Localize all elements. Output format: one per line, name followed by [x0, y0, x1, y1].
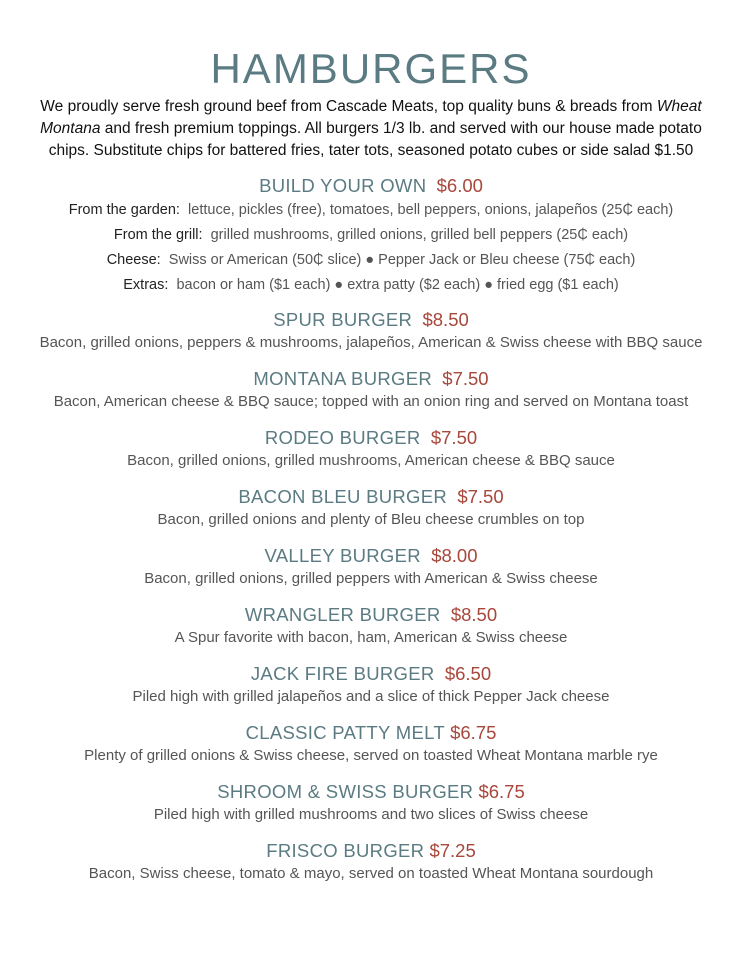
menu-item-name: FRISCO BURGER	[266, 840, 425, 861]
menu-item	[0, 721, 742, 766]
byo-text: grilled mushrooms, grilled onions, grilled bell peppers (25₵ each)	[210, 227, 629, 243]
byo-label: Extras:	[123, 277, 169, 293]
menu-item-heading	[0, 485, 742, 509]
menu-item-price: $6.50	[444, 663, 492, 684]
menu-item-name: SPUR BURGER	[273, 309, 413, 330]
byo-line-cheese	[0, 248, 742, 273]
menu-item-description: A Spur favorite with bacon, ham, American & Swiss cheese	[174, 629, 568, 646]
menu-item-name: CLASSIC PATTY MELT	[245, 722, 445, 743]
page-title: HAMBURGERS	[210, 45, 532, 92]
menu-item-price: $6.75	[450, 722, 497, 743]
menu-item-price: $8.50	[422, 309, 469, 330]
menu-item-name: SHROOM & SWISS BURGER	[217, 781, 474, 802]
menu-item-heading	[0, 603, 742, 627]
byo-line-grill	[0, 223, 742, 248]
menu-item-name: VALLEY BURGER	[264, 545, 421, 566]
menu-item-price: $7.25	[429, 840, 476, 861]
menu-item-heading	[0, 367, 742, 391]
intro-italic-brand: Wheat Montana	[40, 98, 702, 137]
byo-text: Swiss or American (50₵ slice) ● Pepper Jack or Bleu cheese (75₵ each)	[168, 252, 636, 268]
byo-label: From the garden:	[68, 202, 180, 218]
menu-item	[0, 603, 742, 648]
byo-text: bacon or ham ($1 each) ● extra patty ($2 each) ● fried egg ($1 each)	[176, 277, 619, 293]
byo-label: From the grill:	[113, 227, 203, 243]
byo-line-extras	[0, 273, 742, 298]
menu-item-name: MONTANA BURGER	[253, 368, 433, 389]
menu-item-price: $7.50	[457, 486, 504, 507]
menu-item	[0, 367, 742, 412]
menu-item-price: $7.50	[442, 368, 489, 389]
menu-item-name: RODEO BURGER	[264, 427, 421, 448]
menu-item-description: Bacon, grilled onions, grilled peppers with American & Swiss cheese	[144, 570, 598, 587]
intro-paragraph	[18, 96, 724, 162]
menu-item	[0, 839, 742, 884]
byo-text: lettuce, pickles (free), tomatoes, bell peppers, onions, jalapeños (25₵ each)	[188, 202, 674, 218]
menu-item-price: $8.00	[431, 545, 478, 566]
menu-item	[0, 308, 742, 353]
substitute-note: Substitute chips for battered fries, tater tots, seasoned potato cubes or side salad $1.50	[93, 142, 694, 159]
menu-item-heading	[0, 308, 742, 332]
menu-item-description: Plenty of grilled onions & Swiss cheese, served on toasted Wheat Montana marble rye	[84, 747, 658, 764]
menu-item-description: Bacon, grilled onions, peppers & mushrooms, jalapeños, American & Swiss cheese with BBQ sauce	[39, 334, 703, 351]
byo-name: BUILD YOUR OWN	[259, 175, 427, 196]
menu-item-name: BACON BLEU BURGER	[238, 486, 448, 507]
menu-item	[0, 780, 742, 825]
byo-line-garden	[0, 198, 742, 223]
menu-item-price: $6.75	[478, 781, 525, 802]
menu-item-price: $7.50	[430, 427, 478, 448]
menu-item-price: $8.50	[450, 604, 498, 625]
menu-item	[0, 426, 742, 471]
menu-item-name: JACK FIRE BURGER	[250, 663, 435, 684]
menu-item-description: Bacon, grilled onions, grilled mushrooms, American cheese & BBQ sauce	[127, 452, 615, 469]
menu-item-description: Piled high with grilled mushrooms and two slices of Swiss cheese	[153, 806, 589, 823]
menu-item-description: Bacon, grilled onions and plenty of Bleu cheese crumbles on top	[157, 511, 585, 528]
menu-item-heading	[0, 839, 742, 863]
menu-item-heading	[0, 426, 742, 450]
menu-item-heading	[0, 544, 742, 568]
byo-label: Cheese:	[106, 252, 161, 268]
byo-price: $6.00	[436, 175, 483, 196]
menu-item	[0, 544, 742, 589]
menu-item-heading	[0, 662, 742, 686]
menu-item-heading	[0, 721, 742, 745]
menu-item-name: WRANGLER BURGER	[244, 604, 441, 625]
burger-list	[0, 308, 742, 884]
menu-item	[0, 662, 742, 707]
menu-item-description: Bacon, American cheese & BBQ sauce; topped with an onion ring and served on Montana toast	[53, 393, 689, 410]
intro-text-1: We proudly serve fresh ground beef from Cascade Meats, top quality buns & breads from	[40, 98, 657, 115]
menu-item-heading	[0, 780, 742, 804]
menu-item-description: Piled high with grilled jalapeños and a slice of thick Pepper Jack cheese	[132, 688, 610, 705]
byo-heading	[0, 174, 742, 198]
build-your-own-section	[0, 174, 742, 298]
menu-item	[0, 485, 742, 530]
intro-text-2: and fresh premium toppings. All burgers 1/3 lb. and served with our house made potato chips.	[48, 120, 702, 159]
menu-item-description: Bacon, Swiss cheese, tomato & mayo, served on toasted Wheat Montana sourdough	[88, 865, 654, 882]
